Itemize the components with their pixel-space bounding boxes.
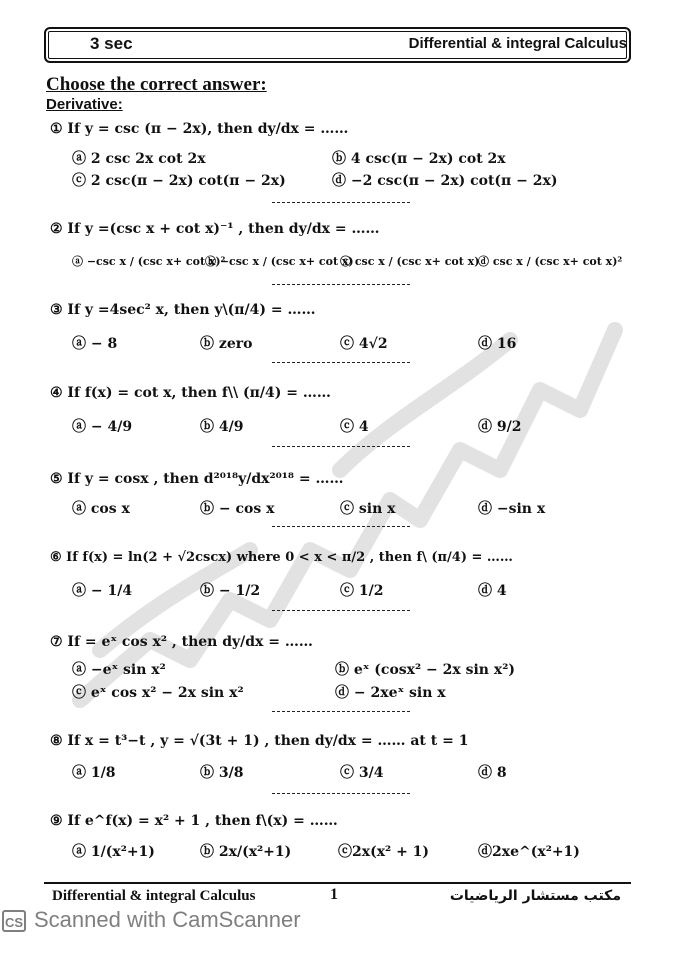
question-5-option-a: ⓐ cos x [72, 501, 130, 517]
question-7-option-c: ⓒ eˣ cos x² − 2x sin x² [72, 685, 244, 701]
question-3-option-d: ⓓ 16 [478, 336, 517, 352]
question-6-option-a: ⓐ − 1/4 [72, 583, 133, 599]
question-9-option-d: ⓓ2xe^(x²+1) [478, 844, 580, 860]
question-4-option-b: ⓑ 4/9 [200, 419, 244, 435]
question-3-option-c: ⓒ 4√2 [340, 336, 388, 352]
question-5-option-b: ⓑ − cos x [200, 501, 275, 517]
page-title: Choose the correct answer: [46, 74, 267, 95]
separator [272, 362, 410, 363]
question-1-option-b: ⓑ 4 csc(π − 2x) cot 2x [332, 151, 506, 167]
separator [272, 202, 410, 203]
question-7-option-a: ⓐ −eˣ sin x² [72, 662, 166, 678]
question-8-option-b: ⓑ 3/8 [200, 765, 244, 781]
question-9-stem: ⑨ If e^f(x) = x² + 1 , then f\(x) = …… [50, 813, 338, 829]
question-2-stem: ② If y =(csc x + cot x)⁻¹ , then dy/dx = …… [50, 221, 380, 237]
question-5-option-c: ⓒ sin x [340, 501, 396, 517]
camscanner-caption: Scanned with CamScanner [34, 907, 301, 932]
page-number: 1 [330, 886, 338, 903]
question-5-option-d: ⓓ −sin x [478, 501, 546, 517]
question-5-stem: ⑤ If y = cosx , then d²⁰¹⁸y/dx²⁰¹⁸ = …… [50, 471, 344, 487]
question-4-option-d: ⓓ 9/2 [478, 419, 522, 435]
question-4-option-a: ⓐ − 4/9 [72, 419, 133, 435]
question-1-stem: ① If y = csc (π − 2x), then dy/dx = …… [50, 121, 349, 137]
question-6-option-c: ⓒ 1/2 [340, 583, 384, 599]
question-2-option-b: ⓑ −csc x / (csc x+ cot x) [205, 255, 354, 268]
camscanner-logo-icon: CS [2, 910, 26, 932]
question-8-option-d: ⓓ 8 [478, 765, 507, 781]
question-6-stem: ⑥ If f(x) = ln(2 + √2cscx) where 0 < x < π/2 , then f\ (π/4) = …… [50, 550, 513, 565]
question-2-option-c: ⓒ csc x / (csc x+ cot x) [340, 255, 480, 268]
question-1-option-a: ⓐ 2 csc 2x cot 2x [72, 151, 206, 167]
question-9-option-b: ⓑ 2x/(x²+1) [200, 844, 292, 860]
question-2-option-a: ⓐ −csc x / (csc x+ cot x)² [72, 255, 226, 268]
question-3-option-b: ⓑ zero [200, 336, 253, 352]
question-4-stem: ④ If f(x) = cot x, then f\\ (π/4) = …… [50, 385, 331, 401]
question-9-option-a: ⓐ 1/(x²+1) [72, 844, 155, 860]
question-3-option-a: ⓐ − 8 [72, 336, 118, 352]
separator [272, 711, 410, 712]
question-7-option-b: ⓑ eˣ (cosx² − 2x sin x²) [335, 662, 515, 678]
question-8-option-a: ⓐ 1/8 [72, 765, 116, 781]
question-8-stem: ⑧ If x = t³−t , y = √(3t + 1) , then dy/dx = …… at t = 1 [50, 733, 469, 749]
footer-subject: Differential & integral Calculus [52, 888, 256, 904]
footer-divider [44, 882, 631, 884]
footer-publisher: مكتب مستشار الرياضيات [449, 888, 621, 904]
question-8-option-c: ⓒ 3/4 [340, 765, 384, 781]
question-7-stem: ⑦ If = eˣ cos x² , then dy/dx = …… [50, 634, 313, 650]
separator [272, 793, 410, 794]
question-9-option-c: ⓒ2x(x² + 1) [338, 844, 430, 860]
separator [272, 610, 410, 611]
section-title: Derivative: [46, 96, 123, 113]
question-6-option-d: ⓓ 4 [478, 583, 507, 599]
separator [272, 284, 410, 285]
question-1-option-d: ⓓ −2 csc(π − 2x) cot(π − 2x) [332, 173, 558, 189]
separator [272, 446, 410, 447]
separator [272, 526, 410, 527]
question-4-option-c: ⓒ 4 [340, 419, 369, 435]
question-7-option-d: ⓓ − 2xeˣ sin x [335, 685, 446, 701]
question-2-option-d: ⓓ csc x / (csc x+ cot x)² [478, 255, 623, 268]
question-3-stem: ③ If y =4sec² x, then y\(π/4) = …… [50, 302, 316, 318]
header-section-label: 3 sec [90, 34, 133, 53]
question-1-option-c: ⓒ 2 csc(π − 2x) cot(π − 2x) [72, 173, 286, 189]
header-subject-label: Differential & integral Calculus [408, 35, 627, 52]
question-6-option-b: ⓑ − 1/2 [200, 583, 261, 599]
